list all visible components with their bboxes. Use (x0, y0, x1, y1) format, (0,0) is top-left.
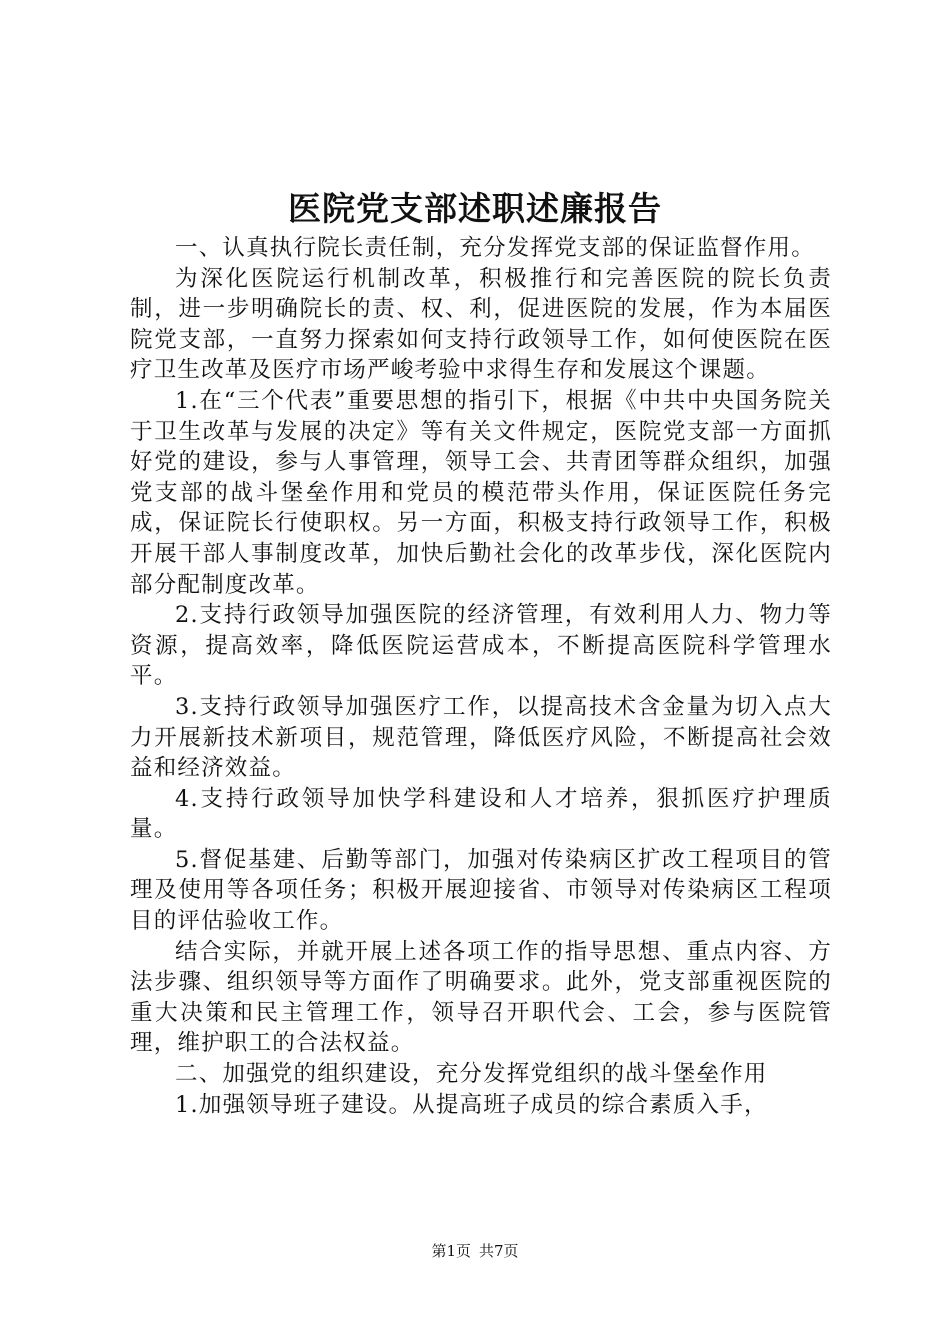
paragraph-section-1-heading: 一、认真执行院长责任制，充分发挥党支部的保证监督作用。 (175, 235, 815, 261)
paragraph-item-2: 2.支持行政领导加强医院的经济管理，有效利用人力、物力等资源，提高效率，降低医院运营成本，不断提高医院科学管理水平。 (130, 602, 832, 690)
paragraph-item-5: 5.督促基建、后勤等部门，加强对传染病区扩改工程项目的管理及使用等各项任务；积极开展迎接省、市领导对传染病区工程项目的评估验收工作。 (130, 846, 832, 935)
document-body (130, 233, 832, 1120)
page-footer (0, 1240, 950, 1262)
paragraph-item-3: 3.支持行政领导加强医疗工作，以提高技术含金量为切入点大力开展新技术新项目，规范管理，降低医疗风险，不断提高社会效益和经济效益。 (130, 693, 832, 782)
paragraph-intro: 为深化医院运行机制改革，积极推行和完善医院的院长负责制，进一步明确院长的责、权、利，促进医院的发展，作为本届医院党支部，一直努力探索如何支持行政领导工作，如何使医院在医疗卫生改革及医疗市场严峻考验中求得生存和发展这个课题。 (130, 265, 832, 384)
paragraph-summary: 结合实际，并就开展上述各项工作的指导思想、重点内容、方法步骤、组织领导等方面作了明确要求。此外，党支部重视医院的重大决策和民主管理工作，领导召开职代会、工会，参与医院管理，维护职工的合法权益。 (130, 938, 832, 1057)
paragraph-section-2-heading: 二、加强党的组织建设，充分发挥党组织的战斗堡垒作用 (175, 1061, 768, 1088)
document-title: 医院党支部述职述廉报告 (288, 189, 662, 228)
paragraph-item-1: 1.在“三个代表”重要思想的指引下，根据《中共中央国务院关于卫生改革与发展的决定》等有关文件规定，医院党支部一方面抓好党的建设，参与人事管理，领导工会、共青团等群众组织，加强党支部的战斗堡垒作用和党员的模范带头作用，保证医院任务完成，保证院长行使职权。另一方面，积极支持行政领导工作，积极开展干部人事制度改革，加快后勤社会化的改革步伐，深化医院内部分配制度改革。 (130, 387, 832, 598)
paragraph-item-4: 4.支持行政领导加快学科建设和人才培养，狠抓医疗护理质量。 (130, 785, 832, 843)
paragraph-section-2-item-1: 1.加强领导班子建设。从提高班子成员的综合素质入手， (175, 1091, 768, 1118)
page-number-current: 第1页 (431, 1242, 471, 1260)
page-number-total: 共7页 (479, 1242, 519, 1260)
